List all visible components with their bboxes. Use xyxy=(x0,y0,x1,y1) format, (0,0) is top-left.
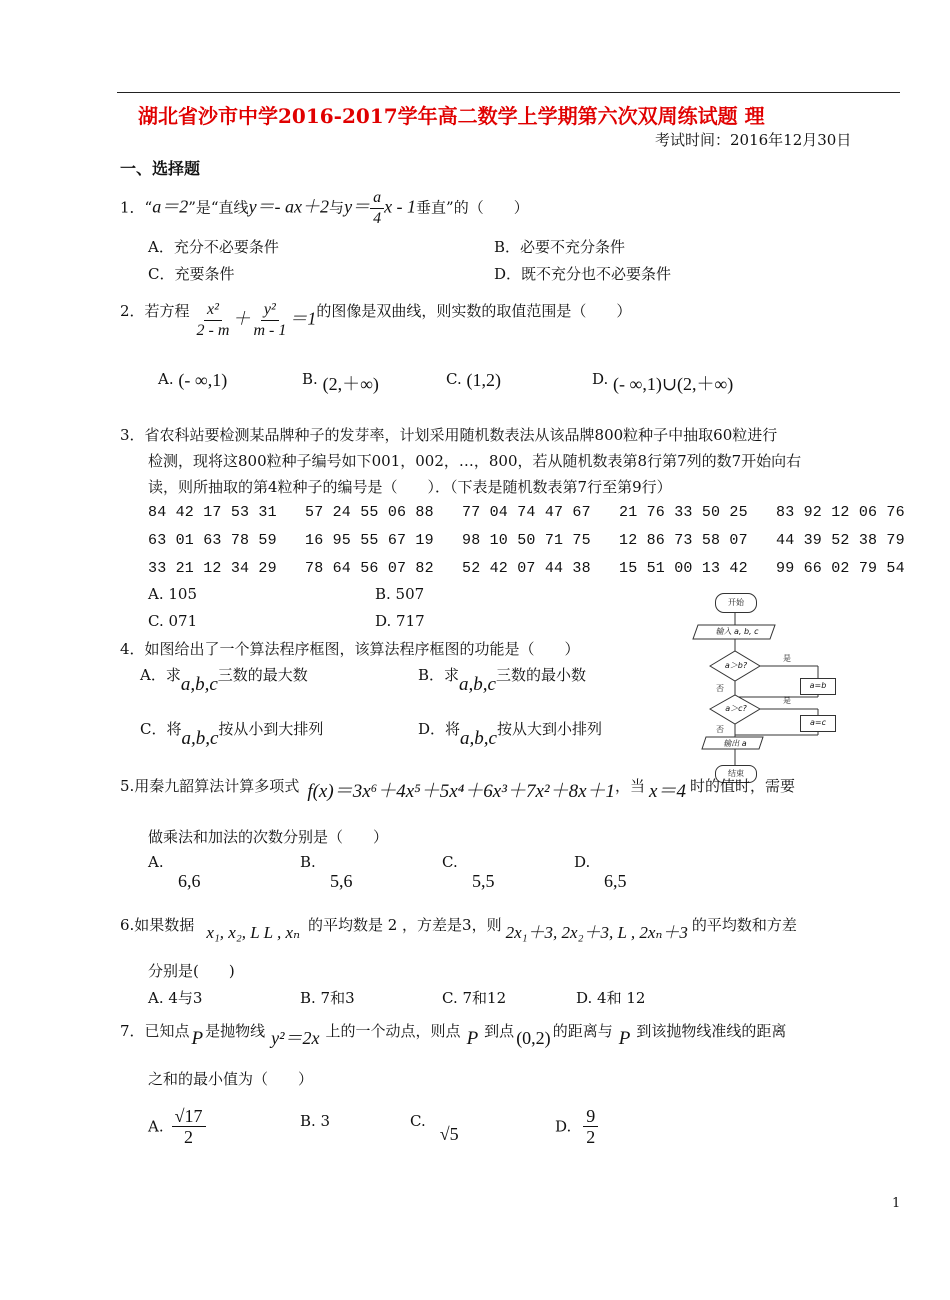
q5-option-b: B. 5,6 xyxy=(300,853,353,891)
q1-option-a: A．充分不必要条件 xyxy=(148,238,279,256)
random-table-row: 84 42 17 53 31 57 24 55 06 88 77 04 74 47 67 21 76 33 50 25 83 92 12 06 76 xyxy=(148,504,905,521)
q1-option-b: B．必要不充分条件 xyxy=(494,238,626,256)
q4-option-c: C．将a,b,c按从小到大排列 xyxy=(140,720,324,749)
flowchart xyxy=(680,585,860,785)
question-3-line-3: 读，则所抽取的第4粒种子的编号是（ ）．（下表是随机数表第7行至第9行） xyxy=(148,478,672,496)
section-heading: 一、选择题 xyxy=(120,159,201,178)
page-number: 1 xyxy=(892,1196,901,1211)
q7-option-a: A. $\frac{√17}{2}$ xyxy=(148,1106,206,1147)
q2-option-b: B. (2,＋∞) xyxy=(302,370,379,394)
q6-option-b: B. 7和3 xyxy=(300,989,355,1007)
q1-option-d: D．既不充分也不必要条件 xyxy=(494,265,672,283)
question-1-stem: 1．“a＝2”是“直线y＝- ax＋2与y＝ $\frac{a}{4}$ x - 1垂直”的（ ） xyxy=(120,189,529,227)
question-5-stem: 5.用秦九韶算法计算多项式 f(x)＝3x⁶＋4x⁵＋5x⁴＋6x³＋7x²＋8x＋1，当 x＝4 时的值时，需要 xyxy=(120,777,795,802)
question-6-line-2: 分别是( ) xyxy=(148,962,235,980)
question-7-line-2: 之和的最小值为（ ） xyxy=(148,1070,314,1088)
flow-cond-2: a＞c? xyxy=(725,704,747,713)
question-3-line-2: 检测，现将这800粒种子编号如下001，002，…，800，若从随机数表第8行第7列的数7开始向右 xyxy=(148,452,802,470)
question-5-line-2: 做乘法和加法的次数分别是（ ） xyxy=(148,828,389,846)
q6-option-d: D. 4和 12 xyxy=(576,989,646,1007)
exam-time: 考试时间：2016年12月30日 xyxy=(655,131,852,149)
question-3-line-1: 3．省农科站要检测某品牌种子的发芽率，计划采用随机数表法从该品牌800粒种子中抽取60粒进行 xyxy=(120,426,778,444)
q4-option-a: A．求a,b,c三数的最大数 xyxy=(140,666,308,695)
question-7-stem: 7．已知点 P 是抛物线 y²＝2x 上的一个动点，则点 P 到点 (0,2) 的距离与 P 到该抛物线准线的距离 xyxy=(120,1022,787,1049)
flow-start: 开始 xyxy=(715,593,757,613)
q2-option-c: C. (1,2) xyxy=(446,370,501,390)
top-rule xyxy=(117,92,900,93)
question-2-stem: 2．若方程 $\frac{\text{x²}}{2 - m}$ ＋ $\frac{\text{y²}}{m - 1}$ ＝1的图像是双曲线，则实数的取值范围是（ ） xyxy=(120,301,632,339)
q5-option-a: A. 6,6 xyxy=(148,853,201,891)
q4-option-b: B．求a,b,c三数的最小数 xyxy=(418,666,586,695)
flow-cond-1: a＞b? xyxy=(724,661,748,670)
q3-option-c: C. 071 xyxy=(148,612,198,630)
flow-assign-1: a=b xyxy=(800,678,836,695)
q3-option-d: D. 717 xyxy=(375,612,425,630)
q7-option-d: D. $\frac{9}{2}$ xyxy=(555,1106,598,1147)
random-table-row: 63 01 63 78 59 16 95 55 67 19 98 10 50 71 75 12 86 73 58 07 44 39 52 38 79 xyxy=(148,532,905,549)
q6-option-a: A. 4与3 xyxy=(148,989,203,1007)
q7-option-c: C.√5 xyxy=(410,1112,459,1144)
question-4-stem: 4．如图给出了一个算法程序框图，该算法程序框图的功能是（ ） xyxy=(120,640,580,658)
flow-yes-2: 是 xyxy=(783,696,791,705)
q2-option-a: A. (- ∞,1) xyxy=(158,370,228,390)
q1-option-c: C．充要条件 xyxy=(148,265,235,283)
q7-option-b: B. 3 xyxy=(300,1112,331,1130)
q3-option-a: A. 105 xyxy=(148,585,197,603)
flow-no-2: 否 xyxy=(716,725,724,734)
q3-option-b: B. 507 xyxy=(375,585,425,603)
flow-assign-2: a=c xyxy=(800,715,836,732)
flow-input: 输入 a, b, c xyxy=(715,627,759,636)
flow-yes-1: 是 xyxy=(783,654,791,663)
flow-end: 结束 xyxy=(715,765,757,783)
q5-option-d: D. 6,5 xyxy=(574,853,627,891)
document-title: 湖北省沙市中学2016-2017学年高二数学上学期第六次双周练试题 理 xyxy=(138,104,765,128)
flow-no-1: 否 xyxy=(716,684,724,693)
q6-option-c: C. 7和12 xyxy=(442,989,507,1007)
random-table-row: 33 21 12 34 29 78 64 56 07 82 52 42 07 44 38 15 51 00 13 42 99 66 02 79 54 xyxy=(148,560,905,577)
question-6-stem: 6.如果数据 x₁, x₂, L L , xₙ 的平均数是 2 ，方差是3，则 2x₁＋3, 2x₂＋3, L , 2xₙ＋3 的平均数和方差 xyxy=(120,916,797,942)
flow-output: 输出 a xyxy=(723,739,747,748)
q2-option-d: D. (- ∞,1)∪(2,＋∞) xyxy=(592,370,734,394)
q4-option-d: D．将a,b,c按从大到小排列 xyxy=(418,720,602,749)
q5-option-c: C. 5,5 xyxy=(442,853,495,891)
